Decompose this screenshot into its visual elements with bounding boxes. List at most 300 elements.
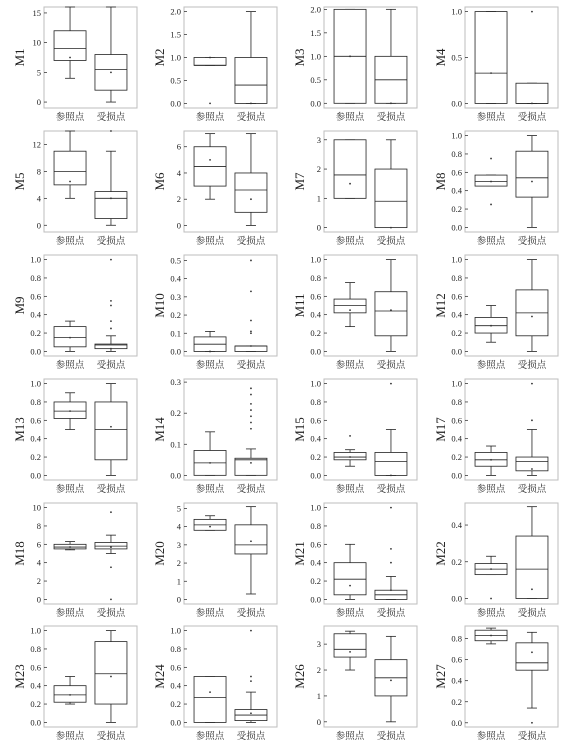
y-tick-label: 2 (176, 194, 181, 205)
outlier-point (250, 428, 252, 430)
outlier-point (490, 598, 492, 600)
outlier-point (110, 566, 112, 568)
y-tick-label: 0.4 (310, 557, 321, 568)
y-axis-label: M24 (152, 664, 167, 689)
category-label: 参照点 (476, 732, 506, 742)
mean-point (531, 181, 533, 183)
category-label: 参照点 (195, 237, 225, 247)
mean-point (209, 159, 211, 161)
mean-point (390, 589, 392, 591)
y-tick-label: 0.2 (310, 452, 321, 463)
y-axis-label: M21 (292, 541, 307, 566)
y-tick-label: 0.1 (170, 328, 181, 339)
iqr-box (235, 58, 267, 104)
category-label: 参照点 (195, 485, 225, 495)
mean-point (390, 475, 392, 477)
y-tick-label: 3 (316, 639, 321, 650)
y-axis-label: M13 (12, 417, 27, 442)
mean-point (531, 468, 533, 470)
y-axis-label: M9 (12, 296, 27, 315)
y-axis-label: M4 (433, 48, 448, 67)
category-label: 参照点 (55, 732, 85, 742)
y-tick-label: 5 (176, 503, 181, 514)
outlier-point (250, 415, 252, 417)
category-label: 参照点 (476, 237, 506, 247)
outlier-point (250, 403, 252, 405)
mean-point (250, 462, 252, 464)
y-tick-label: 0.6 (30, 662, 41, 673)
y-tick-label: 0.4 (170, 273, 181, 284)
y-tick-label: 1.5 (170, 29, 181, 40)
category-label: 受损点 (517, 113, 547, 123)
mean-point (390, 309, 392, 311)
y-tick-label: 6 (176, 141, 181, 152)
y-tick-label: 1.0 (170, 52, 181, 63)
y-tick-label: 0.1 (170, 439, 181, 450)
mean-point (531, 316, 533, 318)
y-tick-label: 1 (176, 576, 181, 587)
y-tick-label: 0.4 (30, 309, 41, 320)
y-tick-label: 0.6 (30, 291, 41, 302)
y-tick-label: 0.4 (30, 680, 41, 691)
y-tick-label: 0.8 (310, 272, 321, 283)
category-label: 受损点 (517, 361, 547, 371)
category-label: 参照点 (55, 485, 85, 495)
iqr-box (95, 402, 127, 460)
outlier-point (250, 320, 252, 322)
category-label: 受损点 (376, 732, 406, 742)
y-tick-label: 0.0 (451, 717, 462, 728)
y-tick-label: 0.0 (451, 593, 462, 604)
mean-point (69, 694, 71, 696)
iqr-box (54, 686, 86, 703)
y-tick-label: 0.4 (30, 433, 41, 444)
mean-point (110, 348, 112, 350)
y-tick-label: 15 (32, 7, 41, 18)
mean-point (209, 351, 211, 353)
y-axis-label: M23 (12, 664, 27, 689)
y-tick-label: 0 (36, 97, 41, 108)
y-tick-label: 0.3 (170, 291, 181, 302)
y-tick-label: 0.6 (310, 539, 321, 550)
category-label: 受损点 (376, 485, 406, 495)
mean-point (531, 651, 533, 653)
y-tick-label: 0.4 (310, 433, 321, 444)
y-tick-label: 0.6 (451, 291, 462, 302)
category-label: 受损点 (376, 237, 406, 247)
y-axis-label: M10 (152, 293, 167, 318)
y-tick-label: 0.0 (30, 717, 41, 728)
outlier-point (490, 204, 492, 206)
category-label: 参照点 (335, 609, 365, 619)
outlier-point (110, 305, 112, 307)
y-tick-label: 4 (176, 521, 181, 532)
outlier-point (250, 676, 252, 678)
y-tick-label: 0.8 (310, 396, 321, 407)
mean-point (69, 546, 71, 548)
outlier-point (531, 722, 533, 724)
mean-point (69, 181, 71, 183)
y-tick-label: 0.8 (451, 272, 462, 283)
iqr-box (334, 634, 366, 657)
y-tick-label: 0.8 (30, 272, 41, 283)
iqr-box (334, 563, 366, 595)
y-tick-label: 0.8 (451, 148, 462, 159)
mean-point (250, 540, 252, 542)
y-tick-label: 0.4 (451, 309, 462, 320)
y-tick-label: 0.2 (451, 328, 462, 339)
iqr-box (235, 458, 267, 475)
y-tick-label: 0 (176, 594, 181, 605)
y-tick-label: 0.8 (30, 396, 41, 407)
iqr-box (54, 31, 86, 61)
category-label: 参照点 (476, 609, 506, 619)
y-tick-label: 1.0 (310, 378, 321, 389)
outlier-point (110, 328, 112, 330)
y-tick-label: 0.0 (310, 470, 321, 481)
category-label: 受损点 (376, 361, 406, 371)
y-tick-label: 0.6 (451, 415, 462, 426)
category-label: 参照点 (476, 361, 506, 371)
y-tick-label: 0.4 (310, 309, 321, 320)
outlier-point (390, 548, 392, 550)
mean-point (490, 325, 492, 327)
mean-point (490, 568, 492, 570)
mean-point (209, 526, 211, 528)
category-label: 参照点 (335, 361, 365, 371)
iqr-box (516, 151, 548, 197)
y-tick-label: 8 (36, 520, 41, 531)
y-tick-label: 0.8 (30, 643, 41, 654)
iqr-box (516, 83, 548, 103)
y-tick-label: 0.0 (170, 98, 181, 109)
outlier-point (110, 599, 112, 601)
outlier-point (349, 435, 351, 437)
iqr-box (375, 452, 407, 475)
iqr-box (475, 12, 507, 104)
y-tick-label: 6 (36, 539, 41, 550)
y-tick-label: 0.0 (170, 346, 181, 357)
y-tick-label: 0.5 (451, 52, 462, 63)
y-tick-label: 0.2 (451, 452, 462, 463)
mean-point (250, 198, 252, 200)
iqr-box (375, 169, 407, 228)
y-tick-label: 1.0 (30, 378, 41, 389)
y-tick-label: 0.6 (310, 415, 321, 426)
outlier-point (390, 507, 392, 509)
panel-frame (44, 503, 137, 604)
category-label: 参照点 (55, 113, 85, 123)
y-tick-label: 2.0 (310, 4, 321, 15)
category-label: 受损点 (96, 609, 126, 619)
y-tick-label: 0.5 (170, 255, 181, 266)
iqr-box (334, 452, 366, 459)
outlier-point (390, 562, 392, 564)
y-tick-label: 1.0 (451, 378, 462, 389)
mean-point (349, 183, 351, 185)
y-tick-label: 0.2 (451, 696, 462, 707)
y-tick-label: 0.4 (451, 520, 462, 531)
y-axis-label: M27 (433, 664, 448, 689)
category-label: 参照点 (195, 609, 225, 619)
y-tick-label: 12 (32, 139, 41, 150)
mean-point (531, 588, 533, 590)
y-axis-label: M26 (292, 664, 307, 689)
category-label: 受损点 (236, 113, 266, 123)
category-label: 受损点 (236, 361, 266, 371)
y-tick-label: 0.0 (30, 346, 41, 357)
y-tick-label: 0.0 (170, 470, 181, 481)
y-tick-label: 0.0 (170, 717, 181, 728)
mean-point (490, 635, 492, 637)
mean-point (349, 456, 351, 458)
category-label: 参照点 (476, 485, 506, 495)
y-tick-label: 0.8 (451, 396, 462, 407)
y-tick-label: 0.2 (170, 408, 181, 419)
mean-point (110, 546, 112, 548)
category-label: 受损点 (376, 609, 406, 619)
y-axis-label: M2 (152, 48, 167, 67)
y-tick-label: 1.5 (310, 27, 321, 38)
category-label: 参照点 (335, 485, 365, 495)
outlier-point (250, 394, 252, 396)
outlier-point (250, 260, 252, 262)
outlier-point (110, 320, 112, 322)
iqr-box (475, 175, 507, 186)
iqr-box (194, 677, 226, 723)
y-tick-label: 10 (32, 502, 41, 513)
y-axis-label: M12 (433, 293, 448, 318)
y-axis-label: M1 (12, 48, 27, 67)
mean-point (250, 345, 252, 347)
category-label: 受损点 (517, 237, 547, 247)
y-axis-label: M6 (152, 172, 167, 191)
iqr-box (235, 525, 267, 554)
y-tick-label: 0.5 (170, 75, 181, 86)
category-label: 受损点 (96, 361, 126, 371)
category-label: 参照点 (55, 237, 85, 247)
y-tick-label: 0.6 (30, 415, 41, 426)
outlier-point (209, 103, 211, 105)
y-tick-label: 8 (36, 166, 41, 177)
y-tick-label: 0.4 (451, 675, 462, 686)
category-label: 参照点 (195, 361, 225, 371)
y-tick-label: 0.0 (451, 98, 462, 109)
mean-point (209, 57, 211, 59)
category-label: 参照点 (476, 113, 506, 123)
mean-point (209, 691, 211, 693)
mean-point (490, 181, 492, 183)
y-tick-label: 0 (316, 716, 321, 727)
y-tick-label: 1.0 (451, 6, 462, 17)
y-tick-label: 0.4 (451, 433, 462, 444)
mean-point (390, 227, 392, 229)
y-tick-label: 1.0 (451, 130, 462, 141)
outlier-point (531, 11, 533, 13)
y-tick-label: 0.2 (310, 328, 321, 339)
iqr-box (194, 58, 226, 66)
y-tick-label: 4 (36, 193, 41, 204)
y-tick-label: 0.4 (170, 680, 181, 691)
category-label: 参照点 (195, 732, 225, 742)
y-axis-label: M15 (292, 417, 307, 442)
y-tick-label: 1 (316, 690, 321, 701)
outlier-point (250, 409, 252, 411)
outlier-point (250, 680, 252, 682)
y-tick-label: 0.0 (310, 346, 321, 357)
mean-point (110, 197, 112, 199)
mean-point (349, 309, 351, 311)
category-label: 参照点 (55, 609, 85, 619)
category-label: 受损点 (517, 485, 547, 495)
category-label: 受损点 (236, 485, 266, 495)
y-tick-label: 0.2 (451, 204, 462, 215)
y-tick-label: 2 (36, 576, 41, 587)
y-axis-label: M11 (292, 293, 307, 318)
y-tick-label: 2.0 (170, 6, 181, 17)
mean-point (490, 459, 492, 461)
outlier-point (531, 419, 533, 421)
outlier-point (250, 422, 252, 424)
y-tick-label: 0 (36, 220, 41, 231)
y-tick-label: 1.0 (451, 254, 462, 265)
y-tick-label: 0.2 (30, 328, 41, 339)
outlier-point (110, 259, 112, 261)
y-tick-label: 1 (316, 193, 321, 204)
y-axis-label: M8 (433, 172, 448, 191)
mean-point (390, 102, 392, 104)
outlier-point (531, 383, 533, 385)
outlier-point (250, 331, 252, 333)
iqr-box (375, 292, 407, 336)
outlier-point (390, 383, 392, 385)
category-label: 受损点 (517, 732, 547, 742)
y-tick-label: 0.0 (310, 98, 321, 109)
y-tick-label: 0.5 (310, 74, 321, 85)
y-tick-label: 1.0 (310, 502, 321, 513)
iqr-box (334, 140, 366, 199)
mean-point (69, 410, 71, 412)
mean-point (69, 57, 71, 59)
y-tick-label: 5 (36, 67, 41, 78)
mean-point (531, 103, 533, 105)
y-tick-label: 1.0 (30, 625, 41, 636)
y-tick-label: 0.6 (170, 662, 181, 673)
mean-point (349, 585, 351, 587)
y-tick-label: 0.6 (310, 291, 321, 302)
mean-point (390, 679, 392, 681)
mean-point (250, 103, 252, 105)
y-axis-label: M18 (12, 541, 27, 566)
category-label: 受损点 (236, 609, 266, 619)
category-label: 参照点 (335, 113, 365, 123)
y-tick-label: 1.0 (310, 51, 321, 62)
y-tick-label: 1.0 (310, 254, 321, 265)
outlier-point (250, 290, 252, 292)
category-label: 参照点 (335, 237, 365, 247)
y-tick-label: 10 (32, 37, 41, 48)
category-label: 受损点 (96, 485, 126, 495)
mean-point (250, 712, 252, 714)
y-tick-label: 0.2 (30, 452, 41, 463)
y-tick-label: 0.2 (170, 310, 181, 321)
mean-point (490, 72, 492, 74)
iqr-box (95, 192, 127, 219)
y-axis-label: M5 (12, 172, 27, 191)
iqr-box (54, 402, 86, 419)
y-axis-label: M22 (433, 541, 448, 566)
y-tick-label: 4 (176, 167, 181, 178)
category-label: 受损点 (96, 237, 126, 247)
y-tick-label: 0.2 (451, 556, 462, 567)
mean-point (209, 462, 211, 464)
y-axis-label: M17 (433, 417, 448, 442)
y-tick-label: 0.0 (30, 470, 41, 481)
y-tick-label: 0.6 (451, 167, 462, 178)
y-tick-label: 4 (36, 557, 41, 568)
y-tick-label: 0.8 (310, 520, 321, 531)
y-tick-label: 3 (176, 539, 181, 550)
mean-point (110, 676, 112, 678)
y-tick-label: 0.2 (30, 699, 41, 710)
y-tick-label: 2 (316, 665, 321, 676)
category-label: 受损点 (236, 237, 266, 247)
iqr-box (516, 643, 548, 670)
category-label: 参照点 (55, 361, 85, 371)
y-tick-label: 0 (176, 220, 181, 231)
mean-point (110, 426, 112, 428)
y-tick-label: 0 (36, 594, 41, 605)
y-tick-label: 0.2 (310, 576, 321, 587)
outlier-point (250, 387, 252, 389)
category-label: 受损点 (517, 609, 547, 619)
mean-point (69, 337, 71, 339)
outlier-point (110, 130, 112, 132)
category-label: 受损点 (96, 732, 126, 742)
category-label: 受损点 (236, 732, 266, 742)
y-axis-label: M20 (152, 541, 167, 566)
iqr-box (54, 327, 86, 347)
iqr-box (235, 173, 267, 212)
category-label: 参照点 (335, 732, 365, 742)
outlier-point (250, 630, 252, 632)
category-label: 受损点 (376, 113, 406, 123)
y-tick-label: 0.6 (451, 654, 462, 665)
y-axis-label: M3 (292, 48, 307, 67)
y-tick-label: 0.4 (451, 185, 462, 196)
y-tick-label: 0.0 (451, 346, 462, 357)
y-tick-label: 0 (316, 222, 321, 233)
outlier-point (110, 511, 112, 513)
iqr-box (54, 151, 86, 185)
y-tick-label: 2 (316, 164, 321, 175)
y-tick-label: 0.8 (170, 643, 181, 654)
y-axis-label: M7 (292, 172, 307, 191)
y-tick-label: 1.0 (30, 254, 41, 265)
y-tick-label: 0.8 (451, 633, 462, 644)
y-axis-label: M14 (152, 417, 167, 442)
mean-point (349, 55, 351, 57)
outlier-point (110, 300, 112, 302)
y-tick-label: 0.2 (170, 699, 181, 710)
y-tick-label: 3 (316, 134, 321, 145)
category-label: 受损点 (96, 113, 126, 123)
mean-point (349, 651, 351, 653)
y-tick-label: 0.0 (451, 470, 462, 481)
y-tick-label: 0.0 (310, 594, 321, 605)
iqr-box (95, 642, 127, 704)
mean-point (110, 71, 112, 73)
